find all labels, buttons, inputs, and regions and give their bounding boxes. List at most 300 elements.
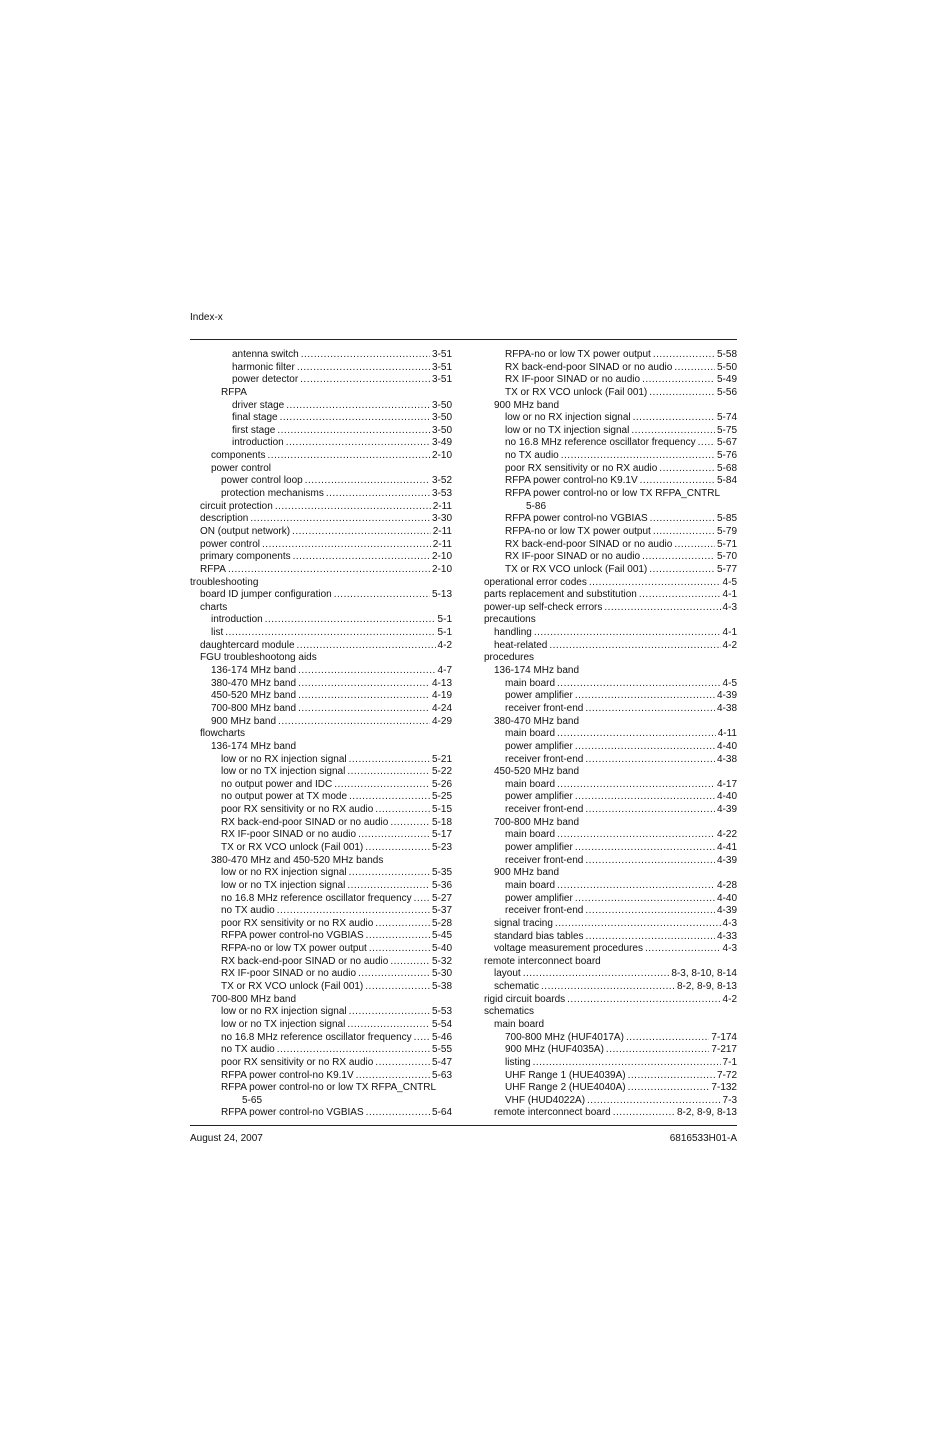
dot-leader — [356, 1070, 430, 1083]
index-entry — [190, 703, 452, 716]
index-entry — [484, 349, 737, 362]
index-entry — [190, 488, 452, 501]
index-entry — [484, 589, 737, 602]
index-entry — [484, 779, 737, 792]
index-entry-text: first stage — [232, 424, 276, 436]
index-entry — [190, 526, 452, 539]
index-entry-page: 3-52 — [431, 475, 452, 487]
index-entry-text: RFPA power control-no or low TX RFPA_CNTRL 5-65 — [221, 1082, 437, 1106]
index-entry-page: 5-1 — [437, 627, 452, 639]
index-entry-text: UHF Range 2 (HUE4040A) — [505, 1082, 626, 1094]
index-entry-text: 450-520 MHz band — [211, 690, 297, 702]
index-entry-page: 4-22 — [716, 829, 737, 841]
index-entry-page: 5-76 — [716, 450, 737, 462]
index-entry — [190, 640, 452, 653]
index-entry — [190, 1082, 452, 1107]
index-entry — [190, 943, 452, 956]
page-header-label: Index-x — [190, 312, 223, 323]
footer-rule — [190, 1125, 737, 1126]
index-entry-page: 4-1 — [722, 589, 737, 601]
index-entry-text: VHF (HUD4022A) — [505, 1094, 586, 1106]
index-entry — [190, 652, 452, 665]
index-entry — [484, 1044, 737, 1057]
dot-leader — [286, 400, 430, 413]
dot-leader — [365, 981, 430, 994]
index-entry-page: 7-174 — [711, 1031, 737, 1043]
index-entry — [484, 690, 737, 703]
index-entry-text: low or no TX injection signal — [221, 1018, 346, 1030]
index-entry-text: TX or RX VCO unlock (Fail 001) — [505, 386, 648, 398]
index-entry-text: TX or RX VCO unlock (Fail 001) — [221, 841, 364, 853]
index-entry-page: 4-19 — [431, 690, 452, 702]
index-entry — [484, 829, 737, 842]
index-entry-page: 5-21 — [431, 753, 452, 765]
dot-leader — [298, 690, 430, 703]
index-entry-page: 4-2 — [722, 993, 737, 1005]
dot-leader — [390, 817, 430, 830]
index-column-left — [190, 349, 452, 1120]
dot-leader — [225, 627, 435, 640]
index-entry-text: parts replacement and substitution — [484, 589, 637, 601]
index-entry — [484, 1032, 737, 1045]
dot-leader — [557, 779, 715, 792]
dot-leader — [277, 1044, 430, 1057]
index-entry — [190, 412, 452, 425]
dot-leader — [349, 1006, 430, 1019]
index-entry — [484, 362, 737, 375]
dot-leader — [298, 665, 435, 678]
index-entry-page: 5-70 — [716, 551, 737, 563]
index-entry-text: protection mechanisms — [221, 488, 324, 500]
dot-leader — [653, 526, 715, 539]
dot-leader — [585, 754, 715, 767]
dot-leader — [626, 1032, 709, 1045]
index-entry-page: 5-55 — [431, 1044, 452, 1056]
index-entry-text: low or no RX injection signal — [221, 867, 347, 879]
index-entry-text: 900 MHz band — [494, 867, 560, 879]
index-entry-page: 5-13 — [431, 589, 452, 601]
index-entry — [484, 703, 737, 716]
index-entry — [190, 602, 452, 615]
dot-leader — [534, 627, 721, 640]
index-entry-text: poor RX sensitivity or no RX audio — [221, 1056, 374, 1068]
dot-leader — [674, 362, 715, 375]
index-entry-text: RX back-end-poor SINAD or no audio — [221, 955, 389, 967]
dot-leader — [557, 829, 715, 842]
index-entry — [484, 1019, 737, 1032]
index-entry — [190, 791, 452, 804]
index-entry — [484, 716, 737, 729]
index-entry-text: main board — [505, 829, 556, 841]
index-entry-page: 4-17 — [716, 778, 737, 790]
index-entry — [190, 1006, 452, 1019]
index-entry-text: power control — [200, 538, 261, 550]
index-entry-text: primary components — [200, 551, 291, 563]
dot-leader — [575, 791, 715, 804]
index-entry-page: 4-5 — [722, 576, 737, 588]
index-entry-page: 5-17 — [431, 829, 452, 841]
index-entry-text: low or no TX injection signal — [505, 424, 630, 436]
index-entry-page: 8-2, 8-9, 8-13 — [676, 981, 737, 993]
index-entry-text: 136-174 MHz band — [494, 665, 580, 677]
dot-leader — [297, 640, 436, 653]
index-entry — [484, 1082, 737, 1095]
index-entry — [484, 387, 737, 400]
dot-leader — [349, 754, 430, 767]
dot-leader — [347, 1019, 430, 1032]
index-entry-text: RFPA — [200, 563, 226, 575]
index-entry-text: main board — [505, 677, 556, 689]
dot-leader — [286, 437, 430, 450]
dot-leader — [645, 943, 721, 956]
dot-leader — [653, 349, 715, 362]
index-entry — [484, 994, 737, 1007]
index-entry — [190, 614, 452, 627]
index-entry — [484, 905, 737, 918]
index-entry-page: 5-50 — [716, 361, 737, 373]
index-entry — [190, 1032, 452, 1045]
index-entry-page: 4-2 — [722, 639, 737, 651]
dot-leader — [606, 1044, 710, 1057]
index-entry-page: 5-53 — [431, 1006, 452, 1018]
index-entry-page: 4-3 — [722, 917, 737, 929]
index-entry — [484, 551, 737, 564]
index-entry-text: schematics — [484, 1006, 535, 1018]
index-entry — [484, 463, 737, 476]
index-entry-text: RX back-end-poor SINAD or no audio — [221, 816, 389, 828]
index-entry-page: 4-3 — [722, 943, 737, 955]
index-entry — [190, 741, 452, 754]
index-entry-page: 4-38 — [716, 702, 737, 714]
index-entry — [190, 1057, 452, 1070]
index-entry — [484, 425, 737, 438]
index-entry-text: poor RX sensitivity or no RX audio — [505, 462, 658, 474]
index-entry-text: handling — [494, 627, 532, 639]
index-entry — [190, 842, 452, 855]
index-entry-page: 4-7 — [437, 665, 452, 677]
dot-leader — [347, 766, 430, 779]
index-entry-page: 4-13 — [431, 677, 452, 689]
index-entry-page: 5-28 — [431, 917, 452, 929]
index-entry — [190, 450, 452, 463]
index-entry-page: 5-64 — [431, 1107, 452, 1119]
index-entry-text: 380-470 MHz and 450-520 MHz bands — [211, 854, 384, 866]
index-entry-text: RFPA — [221, 386, 247, 398]
dot-leader — [275, 501, 431, 514]
dot-leader — [292, 526, 431, 539]
index-entry — [484, 1095, 737, 1108]
index-entry-page: 7-3 — [722, 1094, 737, 1106]
dot-leader — [375, 1057, 430, 1070]
index-entry — [190, 968, 452, 981]
index-entry-text: introduction — [232, 437, 284, 449]
index-entry-text: power control — [211, 462, 272, 474]
index-entry-text: harmonic filter — [232, 361, 295, 373]
index-entry-text: 380-470 MHz band — [211, 677, 297, 689]
index-entry — [484, 855, 737, 868]
index-entry-text: description — [200, 513, 249, 525]
index-entry — [484, 513, 737, 526]
index-entry-text: no 16.8 MHz reference oscillator frequency — [221, 1031, 412, 1043]
dot-leader — [365, 842, 430, 855]
index-entry — [484, 817, 737, 830]
index-entry — [484, 1057, 737, 1070]
index-entry-text: daughtercard module — [200, 639, 295, 651]
index-entry — [484, 867, 737, 880]
index-entry — [484, 754, 737, 767]
dot-leader — [305, 475, 430, 488]
index-entry-text: procedures — [484, 652, 535, 664]
dot-leader — [358, 829, 430, 842]
index-entry-page: 5-65 — [242, 1094, 263, 1106]
index-entry — [484, 1006, 737, 1019]
index-entry-text: RX IF-poor SINAD or no audio — [221, 968, 357, 980]
index-entry — [190, 627, 452, 640]
dot-leader — [262, 539, 431, 552]
index-entry-text: heat-related — [494, 639, 548, 651]
index-entry-text: RFPA-no or low TX power output — [505, 526, 651, 537]
dot-leader — [585, 804, 715, 817]
index-entry — [190, 981, 452, 994]
index-entry-text: power amplifier — [505, 690, 573, 702]
index-entry — [484, 918, 737, 931]
index-entry-text: RX IF-poor SINAD or no audio — [505, 551, 641, 563]
index-entry — [484, 475, 737, 488]
dot-leader — [586, 931, 715, 944]
index-entry-text: circuit protection — [200, 500, 273, 512]
index-entry — [484, 741, 737, 754]
index-entry-text: low or no RX injection signal — [221, 753, 347, 765]
index-entry-text: 136-174 MHz band — [211, 665, 297, 677]
index-entry-text: TX or RX VCO unlock (Fail 001) — [221, 981, 364, 993]
index-entry-text: power amplifier — [505, 740, 573, 752]
index-entry — [190, 551, 452, 564]
index-entry-text: RFPA-no or low TX power output — [221, 943, 367, 955]
dot-leader — [628, 1070, 715, 1083]
index-entry-page: 5-84 — [716, 475, 737, 487]
index-entry-page: 3-50 — [431, 399, 452, 411]
index-entry-page: 2-10 — [431, 450, 452, 462]
dot-leader — [228, 564, 430, 577]
index-entry-page: 5-75 — [716, 424, 737, 436]
dot-leader — [659, 463, 715, 476]
dot-leader — [278, 716, 430, 729]
index-entry-page: 5-85 — [716, 513, 737, 525]
index-entry — [190, 665, 452, 678]
index-entry-text: receiver front-end — [505, 804, 584, 816]
dot-leader — [390, 956, 430, 969]
index-entry-text: troubleshooting — [190, 576, 259, 588]
index-entry — [484, 539, 737, 552]
index-entry — [190, 893, 452, 906]
index-entry-text: ON (output network) — [200, 525, 291, 537]
index-entry-text: RFPA power control-no VGBIAS — [505, 513, 648, 525]
index-entry-text: remote interconnect board — [494, 1107, 611, 1119]
dot-leader — [633, 412, 715, 425]
index-entry-text: receiver front-end — [505, 854, 584, 866]
index-entry-text: main board — [505, 728, 556, 740]
index-entry-page: 5-35 — [431, 867, 452, 879]
index-entry — [484, 678, 737, 691]
index-entry — [484, 1070, 737, 1083]
index-entry — [484, 437, 737, 450]
header-rule — [190, 339, 737, 340]
dot-leader — [631, 425, 715, 438]
index-entry-page: 7-1 — [722, 1056, 737, 1068]
index-entry — [190, 1044, 452, 1057]
dot-leader — [533, 1057, 721, 1070]
dot-leader — [575, 842, 715, 855]
index-entry — [190, 400, 452, 413]
index-entry — [190, 1107, 452, 1120]
index-entry — [190, 754, 452, 767]
index-entry-text: main board — [505, 879, 556, 891]
dot-leader — [293, 551, 430, 564]
index-entry-text: power-up self-check errors — [484, 601, 603, 613]
index-entry-text: voltage measurement procedures — [494, 943, 643, 955]
index-entry-page: 5-79 — [716, 526, 737, 537]
index-entry — [484, 880, 737, 893]
dot-leader — [549, 640, 720, 653]
index-entry-text: board ID jumper configuration — [200, 589, 332, 601]
dot-leader — [358, 968, 430, 981]
index-entry-page: 5-36 — [431, 879, 452, 891]
index-entry-text: signal tracing — [494, 917, 553, 929]
index-entry — [484, 665, 737, 678]
dot-leader — [650, 513, 715, 526]
index-entry — [190, 880, 452, 893]
index-entry — [190, 564, 452, 577]
dot-leader — [349, 867, 430, 880]
index-entry-text: 900 MHz band — [211, 715, 277, 727]
dot-leader — [561, 450, 715, 463]
index-entry-page: 5-37 — [431, 905, 452, 917]
index-entry-text: introduction — [211, 614, 263, 626]
index-entry-page: 8-3, 8-10, 8-14 — [671, 968, 737, 980]
index-entry-text: poor RX sensitivity or no RX audio — [221, 917, 374, 929]
index-entry — [190, 463, 452, 476]
index-entry-text: no 16.8 MHz reference oscillator frequency — [505, 437, 696, 449]
index-entry-page: 4-38 — [716, 753, 737, 765]
index-entry-page: 5-38 — [431, 981, 452, 993]
index-entry — [190, 690, 452, 703]
dot-leader — [589, 577, 721, 590]
dot-leader — [642, 551, 715, 564]
dot-leader — [326, 488, 430, 501]
index-entry-text: operational error codes — [484, 576, 587, 588]
index-entry-page: 5-68 — [716, 462, 737, 474]
index-entry — [190, 930, 452, 943]
index-entry-text: main board — [494, 1018, 545, 1030]
dot-leader — [375, 918, 430, 931]
index-entry — [190, 1070, 452, 1083]
index-entry-page: 5-26 — [431, 778, 452, 790]
index-entry — [190, 678, 452, 691]
index-entry — [190, 956, 452, 969]
index-entry-text: power control loop — [221, 475, 303, 487]
index-entry-text: flowcharts — [200, 728, 246, 740]
index-entry — [484, 450, 737, 463]
index-entry-text: RX IF-poor SINAD or no audio — [505, 374, 641, 386]
dot-leader — [366, 930, 430, 943]
index-entry — [190, 716, 452, 729]
index-entry-text: low or no RX injection signal — [505, 412, 631, 424]
index-entry-page: 5-63 — [431, 1069, 452, 1081]
index-entry — [190, 589, 452, 602]
index-entry — [484, 893, 737, 906]
index-entry-page: 4-39 — [716, 905, 737, 917]
index-entry-text: low or no TX injection signal — [221, 766, 346, 778]
index-entry-text: rigid circuit boards — [484, 993, 566, 1005]
dot-leader — [642, 374, 715, 387]
index-entry-text: FGU troubleshootong aids — [200, 652, 317, 664]
dot-leader — [265, 614, 436, 627]
index-entry-page: 4-1 — [722, 627, 737, 639]
index-entry-text: receiver front-end — [505, 753, 584, 765]
index-entry — [484, 564, 737, 577]
index-entry-page: 8-2, 8-9, 8-13 — [676, 1107, 737, 1119]
index-entry-text: listing — [505, 1056, 531, 1068]
index-entry — [484, 627, 737, 640]
index-entry-text: antenna switch — [232, 349, 299, 360]
index-entry — [484, 412, 737, 425]
index-entry-page: 3-51 — [431, 374, 452, 386]
index-entry-text: 136-174 MHz band — [211, 740, 297, 752]
index-entry-text: no output power and IDC — [221, 778, 333, 790]
dot-leader — [613, 1107, 675, 1120]
index-entry — [190, 829, 452, 842]
dot-leader — [301, 349, 430, 362]
index-entry — [190, 855, 452, 868]
index-entry — [484, 728, 737, 741]
index-entry — [190, 918, 452, 931]
index-entry — [190, 501, 452, 514]
index-entry-text: power amplifier — [505, 892, 573, 904]
index-entry — [484, 956, 737, 969]
index-entry-page: 5-46 — [431, 1031, 452, 1043]
index-entry-text: 380-470 MHz band — [494, 715, 580, 727]
index-entry-text: UHF Range 1 (HUE4039A) — [505, 1069, 626, 1081]
index-entry-text: 900 MHz (HUF4035A) — [505, 1044, 604, 1056]
index-entry — [484, 981, 737, 994]
index-entry-text: layout — [494, 968, 521, 980]
dot-leader — [541, 981, 675, 994]
footer-doc-number: 6816533H01-A — [669, 1133, 737, 1144]
dot-leader — [375, 804, 430, 817]
footer-date: August 24, 2007 — [190, 1133, 263, 1144]
index-entry-text: driver stage — [232, 399, 285, 411]
index-entry — [484, 1107, 737, 1120]
index-entry-page: 5-22 — [431, 766, 452, 778]
index-entry-page: 4-29 — [431, 715, 452, 727]
index-entry-page: 4-11 — [717, 728, 737, 740]
index-entry-text: no TX audio — [505, 450, 559, 462]
index-entry-page: 2-11 — [432, 538, 452, 550]
index-entry — [190, 374, 452, 387]
dot-leader — [649, 564, 715, 577]
index-entry — [190, 577, 452, 590]
index-entry-page: 3-51 — [431, 349, 452, 360]
index-entry-page: 5-67 — [716, 437, 737, 449]
index-entry-text: 700-800 MHz (HUF4017A) — [505, 1031, 624, 1043]
index-entry-page: 5-71 — [716, 538, 737, 550]
index-entry — [190, 779, 452, 792]
dot-leader — [557, 678, 721, 691]
index-entry-page: 5-1 — [437, 614, 452, 626]
index-entry-text: remote interconnect board — [484, 955, 601, 967]
dot-leader — [267, 450, 430, 463]
index-entry-text: TX or RX VCO unlock (Fail 001) — [505, 563, 648, 575]
